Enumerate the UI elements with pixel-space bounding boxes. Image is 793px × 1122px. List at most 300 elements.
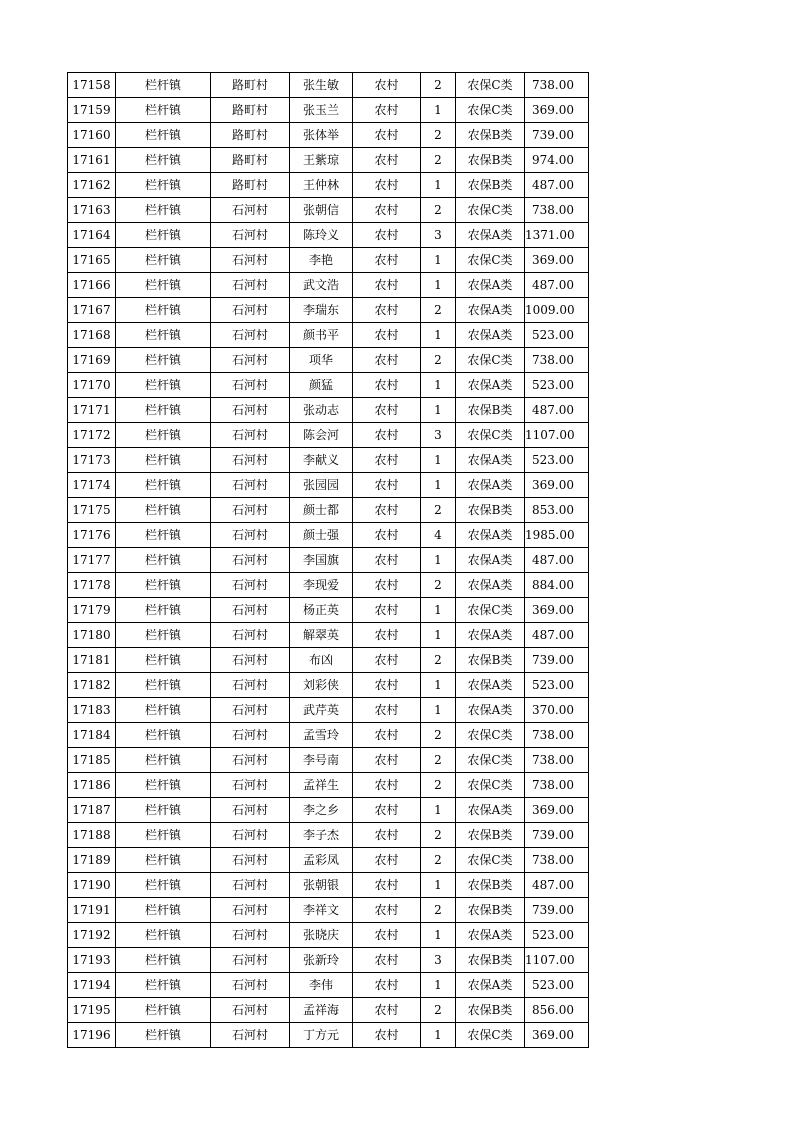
household-count-cell: 4 <box>421 523 456 548</box>
town-cell: 栏杆镇 <box>116 348 211 373</box>
insurance-class-cell: 农保B类 <box>456 173 525 198</box>
record-id-cell: 17188 <box>68 823 116 848</box>
household-count-cell: 1 <box>421 798 456 823</box>
town-cell: 栏杆镇 <box>116 73 211 98</box>
table-row <box>68 998 589 1023</box>
household-count-cell: 1 <box>421 673 456 698</box>
table-row <box>68 673 589 698</box>
area-type-cell: 农村 <box>353 498 421 523</box>
person-name-cell: 张动志 <box>290 398 353 423</box>
record-id-cell: 17191 <box>68 898 116 923</box>
records-table-body <box>68 73 589 1048</box>
insurance-class-cell: 农保C类 <box>456 848 525 873</box>
household-count-cell: 2 <box>421 773 456 798</box>
area-type-cell: 农村 <box>353 998 421 1023</box>
amount-cell: 487.00 <box>525 173 589 198</box>
amount-cell: 523.00 <box>525 673 589 698</box>
town-cell: 栏杆镇 <box>116 523 211 548</box>
insurance-class-cell: 农保A类 <box>456 298 525 323</box>
person-name-cell: 孟雪玲 <box>290 723 353 748</box>
household-count-cell: 3 <box>421 948 456 973</box>
insurance-class-cell: 农保B类 <box>456 123 525 148</box>
amount-cell: 1107.00 <box>525 948 589 973</box>
household-count-cell: 3 <box>421 423 456 448</box>
village-cell: 石河村 <box>211 823 290 848</box>
record-id-cell: 17192 <box>68 923 116 948</box>
insurance-class-cell: 农保C类 <box>456 248 525 273</box>
amount-cell: 487.00 <box>525 623 589 648</box>
amount-cell: 1009.00 <box>525 298 589 323</box>
person-name-cell: 颜书平 <box>290 323 353 348</box>
village-cell: 路町村 <box>211 73 290 98</box>
amount-cell: 369.00 <box>525 98 589 123</box>
insurance-class-cell: 农保B类 <box>456 873 525 898</box>
village-cell: 石河村 <box>211 973 290 998</box>
record-id-cell: 17163 <box>68 198 116 223</box>
record-id-cell: 17178 <box>68 573 116 598</box>
record-id-cell: 17158 <box>68 73 116 98</box>
table-row <box>68 798 589 823</box>
village-cell: 石河村 <box>211 498 290 523</box>
amount-cell: 523.00 <box>525 923 589 948</box>
insurance-class-cell: 农保A类 <box>456 373 525 398</box>
person-name-cell: 张玉兰 <box>290 98 353 123</box>
town-cell: 栏杆镇 <box>116 898 211 923</box>
table-row <box>68 523 589 548</box>
person-name-cell: 李现爱 <box>290 573 353 598</box>
insurance-class-cell: 农保C类 <box>456 748 525 773</box>
record-id-cell: 17179 <box>68 598 116 623</box>
insurance-class-cell: 农保A类 <box>456 473 525 498</box>
record-id-cell: 17164 <box>68 223 116 248</box>
table-row <box>68 198 589 223</box>
household-count-cell: 2 <box>421 498 456 523</box>
table-row <box>68 748 589 773</box>
insurance-class-cell: 农保C类 <box>456 723 525 748</box>
village-cell: 石河村 <box>211 698 290 723</box>
person-name-cell: 孟祥海 <box>290 998 353 1023</box>
village-cell: 石河村 <box>211 448 290 473</box>
table-row <box>68 923 589 948</box>
insurance-class-cell: 农保C类 <box>456 423 525 448</box>
table-row <box>68 623 589 648</box>
person-name-cell: 李献义 <box>290 448 353 473</box>
area-type-cell: 农村 <box>353 573 421 598</box>
table-row <box>68 223 589 248</box>
person-name-cell: 刘彩侠 <box>290 673 353 698</box>
town-cell: 栏杆镇 <box>116 198 211 223</box>
town-cell: 栏杆镇 <box>116 123 211 148</box>
person-name-cell: 解翠英 <box>290 623 353 648</box>
town-cell: 栏杆镇 <box>116 473 211 498</box>
town-cell: 栏杆镇 <box>116 998 211 1023</box>
town-cell: 栏杆镇 <box>116 848 211 873</box>
household-count-cell: 1 <box>421 98 456 123</box>
village-cell: 石河村 <box>211 573 290 598</box>
village-cell: 路町村 <box>211 173 290 198</box>
area-type-cell: 农村 <box>353 623 421 648</box>
area-type-cell: 农村 <box>353 823 421 848</box>
insurance-class-cell: 农保B类 <box>456 948 525 973</box>
area-type-cell: 农村 <box>353 223 421 248</box>
household-count-cell: 1 <box>421 473 456 498</box>
household-count-cell: 1 <box>421 373 456 398</box>
area-type-cell: 农村 <box>353 723 421 748</box>
table-row <box>68 148 589 173</box>
person-name-cell: 张朝银 <box>290 873 353 898</box>
area-type-cell: 农村 <box>353 248 421 273</box>
town-cell: 栏杆镇 <box>116 923 211 948</box>
area-type-cell: 农村 <box>353 873 421 898</box>
amount-cell: 739.00 <box>525 823 589 848</box>
town-cell: 栏杆镇 <box>116 598 211 623</box>
table-row <box>68 173 589 198</box>
town-cell: 栏杆镇 <box>116 273 211 298</box>
household-count-cell: 2 <box>421 198 456 223</box>
town-cell: 栏杆镇 <box>116 548 211 573</box>
town-cell: 栏杆镇 <box>116 223 211 248</box>
table-row <box>68 248 589 273</box>
household-count-cell: 2 <box>421 648 456 673</box>
amount-cell: 884.00 <box>525 573 589 598</box>
amount-cell: 523.00 <box>525 448 589 473</box>
table-row <box>68 273 589 298</box>
village-cell: 石河村 <box>211 748 290 773</box>
area-type-cell: 农村 <box>353 1023 421 1048</box>
amount-cell: 738.00 <box>525 73 589 98</box>
record-id-cell: 17168 <box>68 323 116 348</box>
table-row <box>68 398 589 423</box>
table-row <box>68 98 589 123</box>
record-id-cell: 17183 <box>68 698 116 723</box>
town-cell: 栏杆镇 <box>116 698 211 723</box>
amount-cell: 1985.00 <box>525 523 589 548</box>
person-name-cell: 李子杰 <box>290 823 353 848</box>
village-cell: 石河村 <box>211 773 290 798</box>
area-type-cell: 农村 <box>353 598 421 623</box>
table-row <box>68 298 589 323</box>
table-row <box>68 323 589 348</box>
area-type-cell: 农村 <box>353 148 421 173</box>
insurance-class-cell: 农保B类 <box>456 498 525 523</box>
area-type-cell: 农村 <box>353 198 421 223</box>
person-name-cell: 李号南 <box>290 748 353 773</box>
village-cell: 石河村 <box>211 298 290 323</box>
person-name-cell: 陈会河 <box>290 423 353 448</box>
table-row <box>68 823 589 848</box>
insurance-class-cell: 农保C类 <box>456 598 525 623</box>
village-cell: 石河村 <box>211 673 290 698</box>
town-cell: 栏杆镇 <box>116 973 211 998</box>
amount-cell: 738.00 <box>525 723 589 748</box>
village-cell: 石河村 <box>211 548 290 573</box>
record-id-cell: 17176 <box>68 523 116 548</box>
village-cell: 路町村 <box>211 98 290 123</box>
area-type-cell: 农村 <box>353 298 421 323</box>
amount-cell: 523.00 <box>525 373 589 398</box>
area-type-cell: 农村 <box>353 323 421 348</box>
amount-cell: 739.00 <box>525 648 589 673</box>
town-cell: 栏杆镇 <box>116 398 211 423</box>
insurance-class-cell: 农保A类 <box>456 673 525 698</box>
insurance-class-cell: 农保A类 <box>456 798 525 823</box>
town-cell: 栏杆镇 <box>116 323 211 348</box>
area-type-cell: 农村 <box>353 123 421 148</box>
village-cell: 石河村 <box>211 873 290 898</box>
insurance-class-cell: 农保A类 <box>456 698 525 723</box>
village-cell: 石河村 <box>211 923 290 948</box>
record-id-cell: 17173 <box>68 448 116 473</box>
village-cell: 石河村 <box>211 198 290 223</box>
town-cell: 栏杆镇 <box>116 773 211 798</box>
person-name-cell: 陈玲义 <box>290 223 353 248</box>
insurance-class-cell: 农保B类 <box>456 148 525 173</box>
household-count-cell: 1 <box>421 698 456 723</box>
record-id-cell: 17187 <box>68 798 116 823</box>
record-id-cell: 17189 <box>68 848 116 873</box>
amount-cell: 853.00 <box>525 498 589 523</box>
table-row <box>68 548 589 573</box>
amount-cell: 487.00 <box>525 273 589 298</box>
village-cell: 石河村 <box>211 848 290 873</box>
record-id-cell: 17172 <box>68 423 116 448</box>
amount-cell: 1371.00 <box>525 223 589 248</box>
insurance-class-cell: 农保A类 <box>456 973 525 998</box>
village-cell: 石河村 <box>211 598 290 623</box>
table-row <box>68 848 589 873</box>
record-id-cell: 17177 <box>68 548 116 573</box>
table-row <box>68 348 589 373</box>
insurance-class-cell: 农保C类 <box>456 348 525 373</box>
table-row <box>68 448 589 473</box>
record-id-cell: 17159 <box>68 98 116 123</box>
area-type-cell: 农村 <box>353 948 421 973</box>
area-type-cell: 农村 <box>353 348 421 373</box>
town-cell: 栏杆镇 <box>116 423 211 448</box>
record-id-cell: 17165 <box>68 248 116 273</box>
amount-cell: 523.00 <box>525 323 589 348</box>
household-count-cell: 1 <box>421 548 456 573</box>
area-type-cell: 农村 <box>353 898 421 923</box>
insurance-class-cell: 农保A类 <box>456 573 525 598</box>
household-count-cell: 1 <box>421 923 456 948</box>
area-type-cell: 农村 <box>353 273 421 298</box>
record-id-cell: 17161 <box>68 148 116 173</box>
household-count-cell: 1 <box>421 248 456 273</box>
village-cell: 石河村 <box>211 648 290 673</box>
household-count-cell: 2 <box>421 748 456 773</box>
person-name-cell: 张晓庆 <box>290 923 353 948</box>
table-row <box>68 373 589 398</box>
table-row <box>68 423 589 448</box>
area-type-cell: 农村 <box>353 798 421 823</box>
area-type-cell: 农村 <box>353 748 421 773</box>
household-count-cell: 1 <box>421 448 456 473</box>
area-type-cell: 农村 <box>353 773 421 798</box>
amount-cell: 369.00 <box>525 1023 589 1048</box>
amount-cell: 487.00 <box>525 548 589 573</box>
area-type-cell: 农村 <box>353 98 421 123</box>
person-name-cell: 孟彩凤 <box>290 848 353 873</box>
village-cell: 石河村 <box>211 798 290 823</box>
area-type-cell: 农村 <box>353 923 421 948</box>
town-cell: 栏杆镇 <box>116 448 211 473</box>
village-cell: 石河村 <box>211 273 290 298</box>
town-cell: 栏杆镇 <box>116 648 211 673</box>
person-name-cell: 布凶 <box>290 648 353 673</box>
village-cell: 石河村 <box>211 473 290 498</box>
town-cell: 栏杆镇 <box>116 173 211 198</box>
area-type-cell: 农村 <box>353 473 421 498</box>
village-cell: 石河村 <box>211 248 290 273</box>
amount-cell: 369.00 <box>525 473 589 498</box>
person-name-cell: 武文浩 <box>290 273 353 298</box>
area-type-cell: 农村 <box>353 698 421 723</box>
household-count-cell: 2 <box>421 298 456 323</box>
area-type-cell: 农村 <box>353 973 421 998</box>
person-name-cell: 丁方元 <box>290 1023 353 1048</box>
table-row <box>68 723 589 748</box>
household-count-cell: 2 <box>421 73 456 98</box>
insurance-class-cell: 农保B类 <box>456 398 525 423</box>
town-cell: 栏杆镇 <box>116 373 211 398</box>
amount-cell: 739.00 <box>525 898 589 923</box>
household-count-cell: 1 <box>421 323 456 348</box>
person-name-cell: 颜士强 <box>290 523 353 548</box>
insurance-class-cell: 农保C类 <box>456 98 525 123</box>
record-id-cell: 17166 <box>68 273 116 298</box>
person-name-cell: 张新玲 <box>290 948 353 973</box>
record-id-cell: 17190 <box>68 873 116 898</box>
area-type-cell: 农村 <box>353 398 421 423</box>
village-cell: 石河村 <box>211 223 290 248</box>
village-cell: 石河村 <box>211 998 290 1023</box>
area-type-cell: 农村 <box>353 423 421 448</box>
amount-cell: 856.00 <box>525 998 589 1023</box>
household-count-cell: 1 <box>421 398 456 423</box>
village-cell: 石河村 <box>211 423 290 448</box>
area-type-cell: 农村 <box>353 548 421 573</box>
records-table <box>67 72 589 1048</box>
record-id-cell: 17167 <box>68 298 116 323</box>
amount-cell: 738.00 <box>525 748 589 773</box>
household-count-cell: 2 <box>421 998 456 1023</box>
table-row <box>68 598 589 623</box>
record-id-cell: 17194 <box>68 973 116 998</box>
person-name-cell: 项华 <box>290 348 353 373</box>
table-row <box>68 498 589 523</box>
household-count-cell: 2 <box>421 723 456 748</box>
person-name-cell: 王紫琼 <box>290 148 353 173</box>
area-type-cell: 农村 <box>353 848 421 873</box>
insurance-class-cell: 农保A类 <box>456 548 525 573</box>
village-cell: 石河村 <box>211 723 290 748</box>
household-count-cell: 2 <box>421 898 456 923</box>
amount-cell: 739.00 <box>525 123 589 148</box>
household-count-cell: 3 <box>421 223 456 248</box>
record-id-cell: 17171 <box>68 398 116 423</box>
person-name-cell: 武芹英 <box>290 698 353 723</box>
town-cell: 栏杆镇 <box>116 623 211 648</box>
table-row <box>68 948 589 973</box>
household-count-cell: 2 <box>421 823 456 848</box>
town-cell: 栏杆镇 <box>116 298 211 323</box>
town-cell: 栏杆镇 <box>116 148 211 173</box>
village-cell: 石河村 <box>211 323 290 348</box>
area-type-cell: 农村 <box>353 523 421 548</box>
area-type-cell: 农村 <box>353 448 421 473</box>
record-id-cell: 17169 <box>68 348 116 373</box>
record-id-cell: 17182 <box>68 673 116 698</box>
amount-cell: 487.00 <box>525 873 589 898</box>
record-id-cell: 17170 <box>68 373 116 398</box>
town-cell: 栏杆镇 <box>116 498 211 523</box>
area-type-cell: 农村 <box>353 648 421 673</box>
table-row <box>68 73 589 98</box>
amount-cell: 738.00 <box>525 348 589 373</box>
insurance-class-cell: 农保A类 <box>456 323 525 348</box>
person-name-cell: 李瑞东 <box>290 298 353 323</box>
person-name-cell: 王仲林 <box>290 173 353 198</box>
amount-cell: 369.00 <box>525 248 589 273</box>
village-cell: 路町村 <box>211 148 290 173</box>
table-row <box>68 898 589 923</box>
person-name-cell: 张朝信 <box>290 198 353 223</box>
person-name-cell: 孟祥生 <box>290 773 353 798</box>
town-cell: 栏杆镇 <box>116 798 211 823</box>
town-cell: 栏杆镇 <box>116 948 211 973</box>
household-count-cell: 2 <box>421 123 456 148</box>
town-cell: 栏杆镇 <box>116 248 211 273</box>
record-id-cell: 17196 <box>68 1023 116 1048</box>
area-type-cell: 农村 <box>353 373 421 398</box>
person-name-cell: 颜士都 <box>290 498 353 523</box>
table-row <box>68 698 589 723</box>
household-count-cell: 2 <box>421 573 456 598</box>
person-name-cell: 李伟 <box>290 973 353 998</box>
town-cell: 栏杆镇 <box>116 873 211 898</box>
record-id-cell: 17195 <box>68 998 116 1023</box>
insurance-class-cell: 农保A类 <box>456 523 525 548</box>
insurance-class-cell: 农保B类 <box>456 823 525 848</box>
person-name-cell: 颜猛 <box>290 373 353 398</box>
insurance-class-cell: 农保A类 <box>456 223 525 248</box>
household-count-cell: 1 <box>421 873 456 898</box>
insurance-class-cell: 农保A类 <box>456 273 525 298</box>
person-name-cell: 李艳 <box>290 248 353 273</box>
insurance-class-cell: 农保B类 <box>456 648 525 673</box>
person-name-cell: 李国旗 <box>290 548 353 573</box>
insurance-class-cell: 农保B类 <box>456 998 525 1023</box>
amount-cell: 369.00 <box>525 598 589 623</box>
table-row <box>68 1023 589 1048</box>
table-row <box>68 473 589 498</box>
person-name-cell: 杨正英 <box>290 598 353 623</box>
household-count-cell: 2 <box>421 348 456 373</box>
town-cell: 栏杆镇 <box>116 823 211 848</box>
insurance-class-cell: 农保A类 <box>456 623 525 648</box>
table-row <box>68 648 589 673</box>
town-cell: 栏杆镇 <box>116 748 211 773</box>
person-name-cell: 张生敏 <box>290 73 353 98</box>
amount-cell: 738.00 <box>525 773 589 798</box>
household-count-cell: 1 <box>421 973 456 998</box>
person-name-cell: 李祥文 <box>290 898 353 923</box>
insurance-class-cell: 农保C类 <box>456 1023 525 1048</box>
record-id-cell: 17186 <box>68 773 116 798</box>
household-count-cell: 1 <box>421 1023 456 1048</box>
town-cell: 栏杆镇 <box>116 673 211 698</box>
